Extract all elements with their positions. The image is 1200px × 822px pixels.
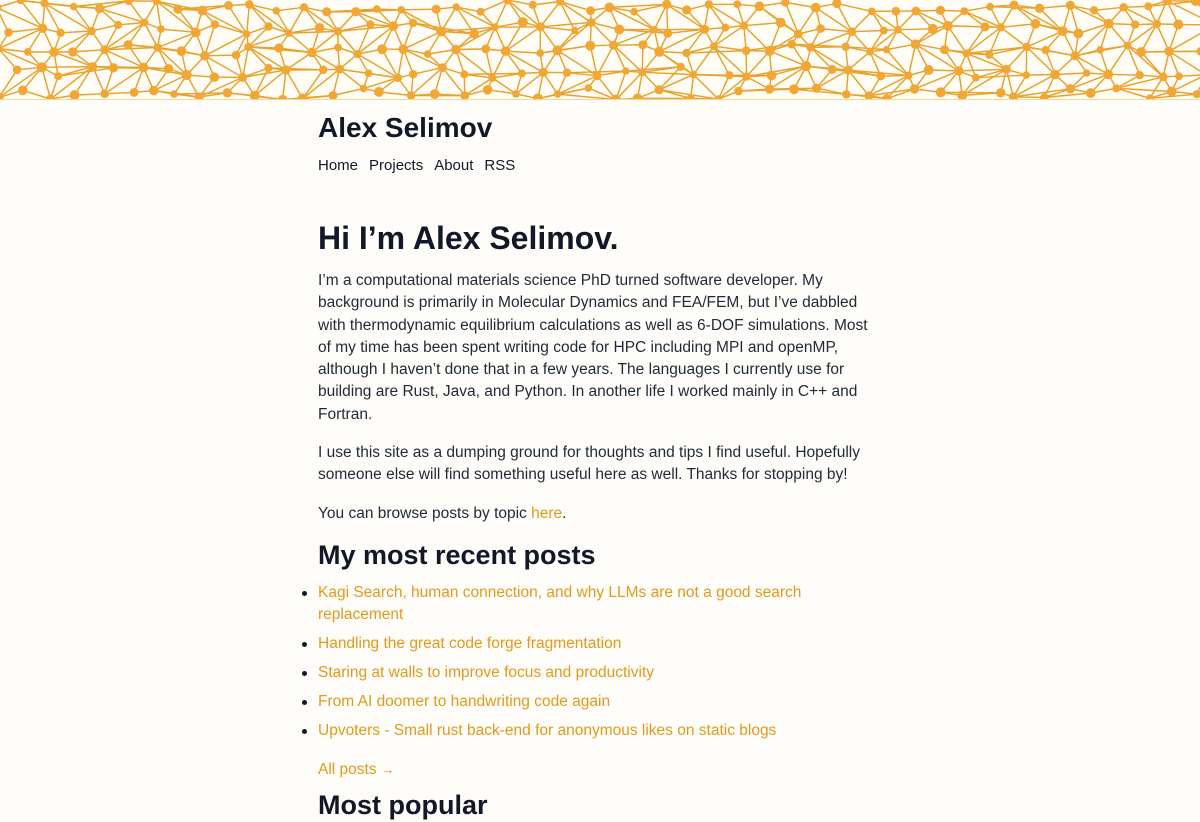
network-node: [721, 24, 729, 32]
network-node: [4, 28, 13, 37]
network-node: [986, 3, 994, 11]
network-edge: [811, 47, 846, 48]
network-node: [264, 22, 272, 30]
network-node: [399, 44, 409, 54]
popular-posts-heading: Most popular: [318, 789, 488, 822]
network-node: [725, 71, 733, 79]
network-node: [1066, 84, 1075, 93]
network-node: [37, 62, 47, 72]
topic-browse-suffix: .: [562, 505, 566, 522]
network-node: [211, 20, 219, 28]
triangulated-banner: [0, 0, 1200, 100]
network-node: [460, 70, 468, 78]
topic-browse-prefix: You can browse posts by topic: [318, 505, 531, 522]
network-node: [170, 90, 178, 98]
network-node: [1175, 72, 1183, 80]
network-node: [936, 6, 945, 15]
network-node: [997, 23, 1005, 31]
network-node: [765, 46, 775, 56]
network-node: [394, 74, 402, 82]
network-node: [630, 8, 638, 16]
network-node: [553, 45, 563, 55]
network-node: [124, 40, 133, 49]
network-node: [1066, 1, 1075, 10]
nav-home-link[interactable]: Home: [318, 156, 358, 176]
recent-post-item: [318, 691, 883, 713]
network-edge: [401, 9, 436, 10]
page-heading: Hi I’m Alex Selimov.: [318, 218, 883, 258]
network-node: [767, 71, 777, 81]
network-pattern: [0, 0, 1200, 99]
network-node: [173, 5, 182, 14]
network-node: [801, 61, 811, 71]
network-node: [334, 27, 342, 35]
nav-projects-link[interactable]: Projects: [369, 156, 423, 176]
network-node: [1124, 42, 1132, 50]
network-node: [1096, 46, 1104, 54]
network-node: [638, 40, 647, 49]
network-node: [224, 1, 233, 10]
network-node: [1086, 88, 1096, 98]
network-node: [811, 3, 821, 13]
network-node: [273, 7, 281, 15]
all-posts-link[interactable]: All posts: [318, 761, 377, 778]
network-node: [571, 27, 578, 34]
network-node: [690, 71, 698, 79]
network-node: [18, 86, 28, 96]
network-node: [1035, 4, 1044, 13]
network-node: [662, 0, 671, 9]
network-node: [191, 27, 201, 37]
network-node: [377, 44, 387, 54]
main-content: [318, 218, 883, 781]
network-node: [710, 42, 718, 50]
network-node: [68, 47, 77, 56]
network-node: [740, 22, 748, 30]
recent-post-link[interactable]: Staring at walls to improve focus and productivity: [318, 664, 654, 681]
network-node: [614, 25, 624, 35]
network-node: [483, 85, 493, 95]
right-arrow-icon: →: [381, 758, 395, 780]
network-node: [892, 7, 901, 16]
network-node: [322, 7, 331, 16]
network-node: [1136, 47, 1146, 57]
network-node: [1104, 19, 1114, 29]
network-node: [1031, 19, 1041, 29]
network-node: [360, 85, 368, 93]
network-node: [1103, 70, 1113, 80]
network-node: [1173, 20, 1183, 30]
network-node: [238, 73, 247, 82]
recent-post-item: [318, 633, 883, 655]
network-node: [149, 86, 159, 96]
network-node: [1090, 6, 1098, 14]
network-node: [910, 84, 919, 93]
network-edge: [898, 29, 933, 30]
nav-about-link[interactable]: About: [434, 156, 473, 176]
network-node: [980, 22, 989, 31]
network-node: [1112, 84, 1120, 92]
network-node: [794, 30, 803, 39]
network-node: [682, 49, 690, 57]
network-node: [924, 65, 934, 75]
network-node: [518, 69, 526, 77]
network-node: [100, 45, 109, 54]
all-posts-link-row[interactable]: [318, 758, 883, 781]
network-node: [816, 24, 825, 33]
network-node: [453, 3, 460, 10]
network-node: [512, 90, 520, 98]
network-node: [943, 21, 953, 31]
network-node: [200, 51, 209, 60]
network-node: [264, 64, 272, 72]
network-node: [605, 3, 615, 13]
network-node: [153, 43, 162, 52]
network-node: [585, 84, 593, 92]
network-node: [655, 85, 664, 94]
network-node: [335, 65, 344, 74]
recent-post-link[interactable]: From AI doomer to handwriting code again: [318, 693, 610, 710]
network-node: [139, 63, 149, 73]
network-node: [109, 63, 118, 72]
network-node: [389, 21, 399, 31]
network-node: [1071, 51, 1080, 60]
network-node: [351, 7, 360, 16]
network-node: [177, 46, 187, 56]
network-node: [806, 43, 815, 52]
network-node: [940, 45, 949, 54]
nav-rss-link[interactable]: RSS: [484, 156, 515, 176]
network-node: [300, 3, 308, 11]
network-node: [114, 21, 122, 29]
topic-here-link[interactable]: here: [531, 505, 562, 522]
network-node: [130, 88, 139, 97]
network-node: [1152, 20, 1161, 29]
network-node: [49, 47, 59, 57]
network-node: [491, 23, 499, 31]
network-node: [409, 70, 417, 78]
network-node: [1167, 87, 1177, 97]
network-node: [936, 87, 946, 97]
network-node: [963, 50, 971, 58]
intro-paragraph-2: I use this site as a dumping ground for thoughts and tips I find useful. Hopefully someone else will find something useful here as well. Thanks for stopping by!: [318, 442, 883, 487]
recent-post-link[interactable]: Upvoters - Small rust back-end for anonymous likes on static blogs: [318, 722, 776, 739]
network-node: [100, 89, 109, 98]
network-node: [281, 65, 290, 74]
network-node: [1058, 26, 1068, 36]
network-node: [334, 44, 342, 52]
network-node: [960, 7, 968, 15]
network-node: [424, 50, 432, 58]
network-node: [373, 5, 381, 13]
network-node: [1042, 46, 1050, 54]
network-node: [1119, 3, 1128, 12]
main-navigation: [318, 156, 515, 176]
network-node: [365, 69, 373, 77]
network-node: [663, 29, 672, 38]
network-node: [1050, 70, 1060, 80]
network-node: [877, 72, 886, 81]
network-node: [536, 22, 545, 31]
network-node: [847, 27, 856, 36]
recent-post-item: [318, 662, 883, 684]
network-node: [868, 7, 876, 15]
recent-post-link[interactable]: Kagi Search, human connection, and why LLMs are not a good search replacement: [318, 584, 801, 623]
network-node: [477, 8, 485, 16]
network-node: [274, 43, 283, 52]
network-node: [54, 72, 62, 80]
network-node: [1002, 65, 1011, 74]
network-node: [164, 64, 173, 73]
network-node: [593, 71, 602, 80]
network-node: [1010, 1, 1019, 10]
network-node: [319, 66, 328, 75]
network-node: [700, 25, 709, 34]
network-node: [315, 23, 325, 33]
network-node: [1164, 47, 1173, 56]
network-node: [742, 46, 751, 55]
network-node: [954, 66, 963, 75]
network-node: [842, 90, 851, 99]
network-node: [880, 27, 888, 35]
network-node: [638, 68, 646, 76]
network-node: [451, 45, 460, 54]
network-node: [622, 67, 629, 74]
network-node: [1022, 43, 1030, 51]
network-node: [438, 63, 447, 72]
network-node: [789, 84, 799, 94]
network-node: [734, 87, 743, 96]
network-node: [985, 50, 993, 58]
network-node: [554, 90, 561, 97]
network-node: [88, 62, 97, 71]
network-node: [776, 18, 786, 28]
recent-post-item: [318, 582, 883, 626]
network-node: [905, 72, 913, 80]
network-node: [841, 43, 849, 51]
network-node: [354, 50, 362, 58]
network-node: [651, 26, 658, 33]
network-edge: [1013, 97, 1044, 98]
network-node: [654, 47, 664, 57]
network-node: [972, 74, 980, 82]
network-node: [742, 73, 750, 81]
network-node: [13, 66, 22, 75]
topic-browse-paragraph: [318, 503, 883, 525]
network-node: [409, 19, 418, 28]
network-node: [677, 63, 685, 71]
network-node: [197, 6, 207, 16]
network-node: [1136, 71, 1144, 79]
network-node: [243, 30, 250, 37]
network-node: [755, 1, 765, 11]
network-node: [481, 45, 490, 54]
network-node: [866, 48, 874, 56]
network-node: [307, 48, 317, 58]
network-node: [539, 68, 548, 77]
network-node: [518, 17, 528, 27]
network-node: [245, 0, 254, 9]
network-node: [87, 27, 96, 36]
network-node: [787, 40, 796, 49]
network-node: [529, 1, 537, 9]
intro-paragraph-1: I’m a computational materials science PhD turned software developer. My background is primarily in Molecular Dynamics and FEA/FEM, but I’ve dabbled with thermodynamic equilibrium calculations as well as 6-DOF simulations. Most of my time has been spent writing code for HPC including MPI and openMP, although I haven’t done that in a few years. The languages I currently use for building are Rust, Java, and Python. In another life I worked mainly in C++ and Fortran.: [318, 270, 883, 426]
network-node: [1144, 2, 1152, 10]
network-node: [828, 65, 837, 74]
network-node: [38, 24, 47, 33]
network-node: [488, 74, 496, 82]
network-node: [585, 41, 595, 51]
network-node: [430, 89, 440, 99]
network-node: [501, 46, 511, 56]
network-node: [24, 48, 32, 56]
network-node: [70, 3, 77, 10]
network-node: [996, 88, 1005, 97]
network-node: [1159, 72, 1168, 81]
recent-posts-list: [318, 582, 883, 742]
network-node: [285, 29, 293, 37]
network-node: [1083, 69, 1091, 77]
network-node: [586, 6, 595, 15]
network-node: [1074, 29, 1084, 39]
recent-post-item: [318, 720, 883, 742]
network-node: [705, 0, 713, 8]
network-node: [469, 29, 479, 39]
network-node: [432, 5, 441, 14]
network-node: [223, 88, 232, 97]
network-node: [244, 43, 252, 51]
network-node: [232, 51, 241, 60]
network-node: [911, 39, 921, 49]
network-node: [436, 27, 446, 37]
network-node: [95, 4, 104, 13]
network-node: [883, 46, 890, 53]
network-node: [765, 84, 774, 93]
recent-posts-heading: My most recent posts: [318, 539, 883, 572]
network-node: [609, 41, 618, 50]
network-node: [894, 26, 902, 34]
network-node: [374, 87, 384, 97]
network-node: [587, 18, 596, 27]
network-node: [844, 66, 853, 75]
network-node: [182, 70, 192, 80]
network-node: [812, 84, 821, 93]
network-node: [56, 29, 64, 37]
network-node: [1023, 71, 1031, 79]
network-node: [157, 25, 165, 33]
network-node: [210, 72, 220, 82]
network-node: [912, 7, 921, 16]
network-node: [397, 6, 405, 14]
site-title[interactable]: Alex Selimov: [318, 112, 492, 144]
network-edge: [42, 67, 93, 68]
network-node: [563, 69, 571, 77]
network-node: [682, 5, 691, 14]
network-node: [366, 20, 374, 28]
network-node: [536, 49, 544, 57]
network-node: [140, 19, 148, 27]
network-node: [928, 24, 938, 34]
recent-post-link[interactable]: Handling the great code forge fragmentation: [318, 635, 621, 652]
network-node: [733, 0, 741, 8]
network-node: [1131, 20, 1139, 28]
